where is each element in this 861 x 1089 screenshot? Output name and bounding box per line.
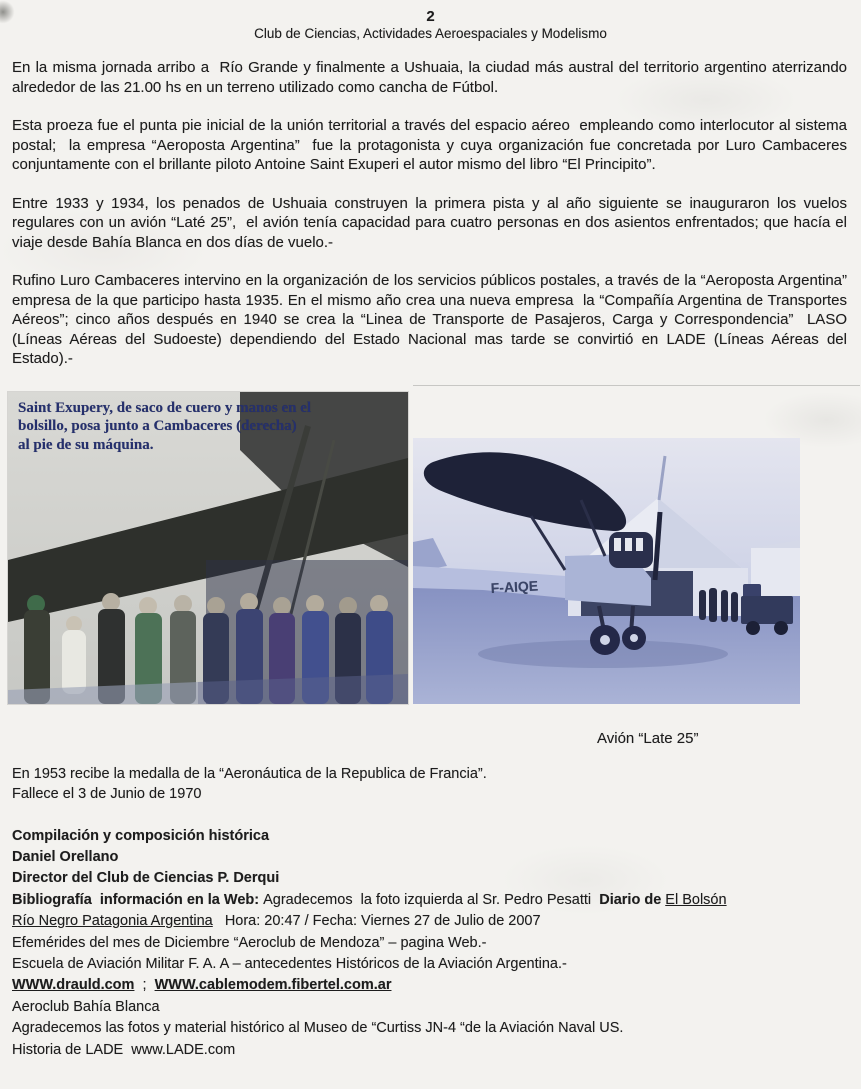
paragraph: Rufino Luro Cambaceres intervino en la organización de los servicios públicos postales, a través de la “Aeroposta Argentina” empresa de la que participo hasta 1935. En el mismo año crea una nueva empresa la “Compañía Argentina de Transportes Aéreos”; cinco años después en 1940 se crea la “Linea de Transporte de Pasajeros, Carga y Correspondencia” LASO (Líneas Aéreas del Sudoeste) dependiendo del Estado Nacional mas tarde se convirtió en LADE (Líneas Aéreas del Estado).- [12,272,856,367]
text-segment: WWW.drauld.com [12,977,135,994]
credit-line [12,890,847,911]
text-segment: Historia de LADE www.LADE.com [12,1041,236,1058]
credit-line [12,997,847,1018]
text-segment: Efemérides del mes de Diciembre “Aeroclub de Mendoza” – pagina Web.- [12,934,487,951]
credit-line [12,975,847,996]
credit-line [12,911,847,932]
text-segment: Diario de [599,891,666,908]
paragraph: En la misma jornada arribo a Río Grande y finalmente a Ushuaia, la ciudad más austral del territorio argentino aterrizando alrededor de las 21.00 hs en un terreno utilizado como cancha de Fútbol. [12,59,852,96]
photo-saint-exupery-group [8,392,408,704]
photo-caption-line: Saint Exupery, de saco de cuero y manos en el [18,399,312,416]
text-segment: WWW.cablemodem.fibertel.com.ar [154,977,392,994]
credit-line [12,954,847,975]
paragraph: Esta proeza fue el punta pie inicial de la unión territorial a través del espacio aéreo empleando como interlocutor al sistema postal; la empresa “Aeroposta Argentina” fue la protagonista y cuya organización fue concretada por Luro Cambaceres conjuntamente con el brillante piloto Antoine Saint Exuperi el autor mismo del libro “El Principito”. [12,117,856,173]
credit-line [12,847,847,868]
photo-caption-line: al pie de su máquina. [18,436,154,453]
credit-line [12,868,847,889]
document-header: Club de Ciencias, Actividades Aeroespaciales y Modelismo [254,26,607,41]
credits-block [12,826,847,1061]
text-segment: Escuela de Aviación Militar F. A. A – antecedentes Históricos de la Aviación Argentina.- [12,955,567,972]
text-segment: ; [134,977,155,994]
credit-line [12,1040,847,1061]
text-segment: Agradecemos la foto izquierda al Sr. Pedro Pesatti [263,891,600,908]
aircraft-photo-art [413,438,800,704]
photo-left-caption [18,399,378,455]
text-segment: Agradecemos las fotos y material histórico al Museo de “Curtiss JN-4 “de la Aviación Naval US. [12,1020,624,1037]
text-segment: Río Negro Patagonia Argentina [12,913,213,930]
text-segment: Director del Club de Ciencias P. Derqui [12,870,280,887]
text-segment: Daniel Orellano [12,848,119,865]
text-segment: Compilación y composición histórica [12,827,270,844]
photos-row [0,388,861,708]
closing-line: En 1953 recibe la medalla de la “Aeronáutica de la Republica de Francia”. [12,765,487,782]
credit-line [12,1018,847,1039]
closing-line: Fallece el 3 de Junio de 1970 [12,785,202,802]
text-segment: Hora: 20:47 / Fecha: Viernes 27 de Julio de 2007 [212,913,541,930]
text-segment: Aeroclub Bahía Blanca [12,998,160,1015]
page-number: 2 [426,8,435,25]
photo-late25-aircraft [413,438,800,704]
body-paragraphs [12,58,856,369]
credit-line [12,826,847,847]
text-segment: Bibliografía información en la Web: [12,891,264,908]
aircraft-registration: F-AIQE [490,577,539,596]
paragraph: Entre 1933 y 1934, los penados de Ushuaia construyen la primera pista y al año siguiente se inauguraron los vuelos regulares con un avión “Laté 25”, el avión tenía capacidad para cuatro personas en dos asientos enfrentados; que hacía el viaje desde Bahía Blanca en dos días de vuelo.- [12,194,852,251]
photo-caption-line: bolsillo, posa junto a Cambaceres (derecha) [18,418,297,434]
text-segment: El Bolsón [665,891,727,908]
credit-line [12,933,847,954]
photo-caption: Avión “Late 25” [597,729,699,747]
closing-lines [12,764,861,804]
scan-artifact-line [413,385,860,386]
